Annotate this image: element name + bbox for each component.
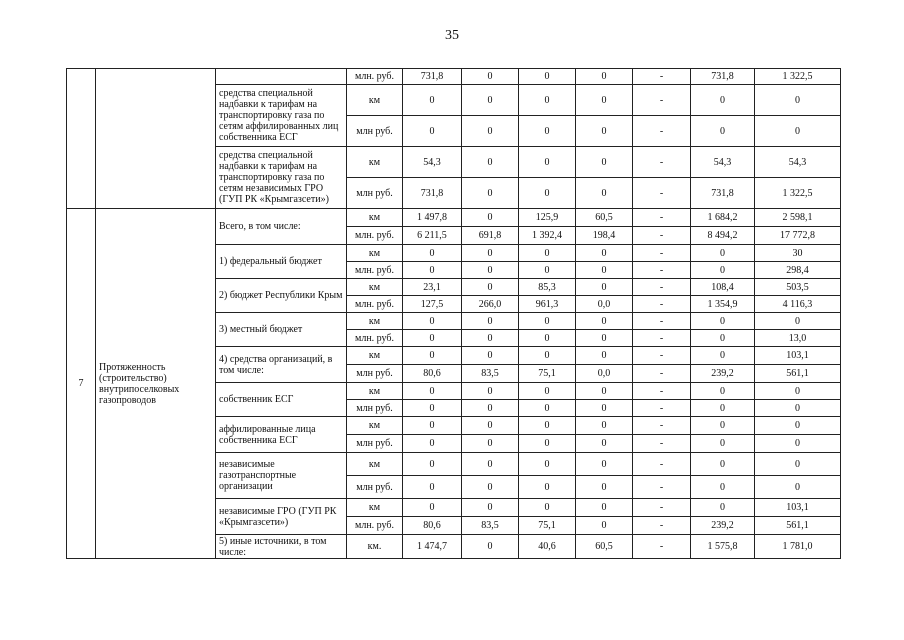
value-cell: 0 (403, 262, 462, 279)
value-cell: 4 116,3 (755, 296, 841, 313)
value-cell: - (633, 435, 691, 453)
value-cell: 0 (519, 400, 576, 417)
value-cell: 0 (462, 178, 519, 209)
prev-section-number-cell (67, 69, 96, 209)
value-cell: 54,3 (691, 147, 755, 178)
value-cell: 0 (755, 417, 841, 435)
value-cell: - (633, 262, 691, 279)
value-cell: 0 (519, 262, 576, 279)
value-cell: 0 (403, 85, 462, 116)
value-cell: 0 (403, 245, 462, 262)
value-cell: 0 (462, 435, 519, 453)
value-cell: 30 (755, 245, 841, 262)
value-cell: 0 (691, 330, 755, 347)
value-cell: 80,6 (403, 365, 462, 383)
value-cell: 125,9 (519, 209, 576, 227)
value-cell: 0 (519, 435, 576, 453)
value-cell: 0 (519, 147, 576, 178)
value-cell: 0 (462, 383, 519, 400)
value-cell: 54,3 (755, 147, 841, 178)
row-label: средства специальной надбавки к тарифам на транспортировку газа по сетям независимых ГРО (ГУП РК «Крымгазсети») (216, 147, 347, 209)
value-cell: - (633, 347, 691, 365)
value-cell: 83,5 (462, 365, 519, 383)
value-cell: 127,5 (403, 296, 462, 313)
value-cell: - (633, 85, 691, 116)
value-cell: 0 (519, 245, 576, 262)
section-title: Протяженность (строительство) внутрипоселковых газопроводов (96, 209, 216, 559)
value-cell: 0 (519, 453, 576, 476)
unit-cell: млн руб. (347, 365, 403, 383)
value-cell: - (633, 365, 691, 383)
value-cell: 0 (755, 435, 841, 453)
value-cell: 0 (755, 400, 841, 417)
value-cell: - (633, 279, 691, 296)
value-cell: 0 (403, 313, 462, 330)
value-cell: 0 (576, 279, 633, 296)
value-cell: 298,4 (755, 262, 841, 279)
value-cell: 0 (691, 400, 755, 417)
value-cell: - (633, 400, 691, 417)
value-cell: 0 (403, 330, 462, 347)
value-cell: 1 781,0 (755, 535, 841, 559)
value-cell: 961,3 (519, 296, 576, 313)
value-cell: - (633, 227, 691, 245)
value-cell: - (633, 517, 691, 535)
value-cell: 0 (691, 116, 755, 147)
value-cell: - (633, 453, 691, 476)
value-cell: 108,4 (691, 279, 755, 296)
data-table (66, 68, 841, 559)
value-cell: 0 (403, 383, 462, 400)
value-cell: - (633, 313, 691, 330)
value-cell: - (633, 178, 691, 209)
value-cell: 731,8 (403, 69, 462, 85)
value-cell: 0 (519, 330, 576, 347)
value-cell: 0 (755, 313, 841, 330)
value-cell: 0 (691, 383, 755, 400)
prev-section-title-cell (96, 69, 216, 209)
value-cell: 60,5 (576, 535, 633, 559)
value-cell: 0 (691, 453, 755, 476)
unit-cell: млн. руб. (347, 330, 403, 347)
value-cell: - (633, 147, 691, 178)
value-cell: 0 (576, 400, 633, 417)
value-cell: 731,8 (691, 178, 755, 209)
value-cell: 0 (462, 417, 519, 435)
unit-cell: км (347, 245, 403, 262)
unit-cell: км (347, 313, 403, 330)
value-cell: 0 (691, 262, 755, 279)
value-cell: 198,4 (576, 227, 633, 245)
value-cell: 239,2 (691, 517, 755, 535)
value-cell: 561,1 (755, 365, 841, 383)
value-cell: - (633, 383, 691, 400)
value-cell: 0 (462, 313, 519, 330)
value-cell: 23,1 (403, 279, 462, 296)
value-cell: 0 (462, 347, 519, 365)
value-cell: 0 (576, 313, 633, 330)
value-cell: 0 (691, 476, 755, 499)
value-cell: 54,3 (403, 147, 462, 178)
value-cell: 1 354,9 (691, 296, 755, 313)
value-cell: 0 (462, 209, 519, 227)
value-cell: 83,5 (462, 517, 519, 535)
value-cell: 239,2 (691, 365, 755, 383)
value-cell: 75,1 (519, 517, 576, 535)
value-cell: - (633, 499, 691, 517)
row-label: Всего, в том числе: (216, 209, 347, 245)
value-cell: 0 (462, 453, 519, 476)
value-cell: - (633, 245, 691, 262)
value-cell: 0 (403, 453, 462, 476)
value-cell: 1 684,2 (691, 209, 755, 227)
unit-cell: км (347, 383, 403, 400)
value-cell: 0,0 (576, 296, 633, 313)
unit-cell: млн руб. (347, 178, 403, 209)
value-cell: 8 494,2 (691, 227, 755, 245)
value-cell: 40,6 (519, 535, 576, 559)
value-cell: 13,0 (755, 330, 841, 347)
value-cell: 0 (519, 383, 576, 400)
row-label: 5) иные источники, в том числе: (216, 535, 347, 559)
value-cell: 0 (755, 85, 841, 116)
value-cell: 85,3 (519, 279, 576, 296)
value-cell: 0 (462, 262, 519, 279)
value-cell: - (633, 330, 691, 347)
value-cell: 0 (403, 116, 462, 147)
value-cell: 0 (576, 69, 633, 85)
unit-cell: км (347, 417, 403, 435)
unit-cell: млн руб. (347, 116, 403, 147)
value-cell: 0 (576, 499, 633, 517)
value-cell: 0 (576, 417, 633, 435)
value-cell: 0 (462, 116, 519, 147)
value-cell: 503,5 (755, 279, 841, 296)
value-cell: 0 (691, 245, 755, 262)
value-cell: 6 211,5 (403, 227, 462, 245)
unit-cell: км (347, 85, 403, 116)
value-cell: 561,1 (755, 517, 841, 535)
value-cell: 0 (576, 178, 633, 209)
value-cell: 0 (691, 313, 755, 330)
unit-cell: млн руб. (347, 400, 403, 417)
value-cell: 60,5 (576, 209, 633, 227)
value-cell: 0 (403, 435, 462, 453)
table-row (67, 209, 841, 227)
value-cell: 0 (519, 313, 576, 330)
value-cell: 0 (462, 245, 519, 262)
value-cell: 691,8 (462, 227, 519, 245)
value-cell: 0 (576, 517, 633, 535)
value-cell: 0 (691, 85, 755, 116)
row-label (216, 69, 347, 85)
value-cell: 0 (755, 383, 841, 400)
value-cell: 0 (403, 476, 462, 499)
table-row (67, 69, 841, 85)
row-label: аффилированные лица собственника ЕСГ (216, 417, 347, 453)
value-cell: 0 (462, 85, 519, 116)
value-cell: 75,1 (519, 365, 576, 383)
value-cell: - (633, 417, 691, 435)
value-cell: 0 (519, 417, 576, 435)
value-cell: 0 (403, 499, 462, 517)
value-cell: 0 (576, 147, 633, 178)
value-cell: - (633, 69, 691, 85)
unit-cell: км (347, 499, 403, 517)
value-cell: 731,8 (403, 178, 462, 209)
section-number: 7 (67, 209, 96, 559)
value-cell: - (633, 535, 691, 559)
value-cell: 0 (519, 69, 576, 85)
unit-cell: млн. руб. (347, 296, 403, 313)
row-label: 4) средства организаций, в том числе: (216, 347, 347, 383)
value-cell: 0 (576, 383, 633, 400)
value-cell: 0 (462, 330, 519, 347)
unit-cell: млн руб. (347, 435, 403, 453)
value-cell: 0 (755, 453, 841, 476)
value-cell: 0 (576, 116, 633, 147)
value-cell: 1 497,8 (403, 209, 462, 227)
unit-cell: км (347, 209, 403, 227)
value-cell: 80,6 (403, 517, 462, 535)
value-cell: 0 (462, 279, 519, 296)
unit-cell: км (347, 279, 403, 296)
value-cell: 0 (576, 85, 633, 116)
value-cell: 0 (519, 85, 576, 116)
row-label: независимые ГРО (ГУП РК «Крымгазсети») (216, 499, 347, 535)
unit-cell: км (347, 147, 403, 178)
value-cell: 0 (462, 476, 519, 499)
value-cell: 17 772,8 (755, 227, 841, 245)
value-cell: 103,1 (755, 499, 841, 517)
value-cell: 0 (691, 347, 755, 365)
value-cell: 0,0 (576, 365, 633, 383)
row-label: независимые газотранспортные организации (216, 453, 347, 499)
value-cell: 0 (576, 347, 633, 365)
value-cell: 0 (576, 245, 633, 262)
row-label: 3) местный бюджет (216, 313, 347, 347)
value-cell: 0 (691, 499, 755, 517)
unit-cell: млн. руб. (347, 69, 403, 85)
value-cell: 0 (462, 69, 519, 85)
row-label: 1) федеральный бюджет (216, 245, 347, 279)
value-cell: 0 (519, 347, 576, 365)
value-cell: 0 (462, 147, 519, 178)
value-cell: 1 322,5 (755, 178, 841, 209)
value-cell: 1 474,7 (403, 535, 462, 559)
value-cell: 1 392,4 (519, 227, 576, 245)
value-cell: 0 (755, 476, 841, 499)
value-cell: 0 (576, 330, 633, 347)
row-label: 2) бюджет Республики Крым (216, 279, 347, 313)
unit-cell: млн. руб. (347, 227, 403, 245)
value-cell: 0 (519, 178, 576, 209)
value-cell: 0 (403, 347, 462, 365)
value-cell: 266,0 (462, 296, 519, 313)
value-cell: 1 322,5 (755, 69, 841, 85)
value-cell: 731,8 (691, 69, 755, 85)
value-cell: 0 (403, 417, 462, 435)
unit-cell: км (347, 347, 403, 365)
value-cell: 2 598,1 (755, 209, 841, 227)
value-cell: 0 (519, 116, 576, 147)
row-label: собственник ЕСГ (216, 383, 347, 417)
value-cell: 0 (462, 400, 519, 417)
value-cell: - (633, 209, 691, 227)
value-cell: 0 (691, 435, 755, 453)
value-cell: 0 (403, 400, 462, 417)
value-cell: 1 575,8 (691, 535, 755, 559)
value-cell: 0 (462, 499, 519, 517)
value-cell: - (633, 296, 691, 313)
unit-cell: млн. руб. (347, 262, 403, 279)
value-cell: 103,1 (755, 347, 841, 365)
value-cell: 0 (576, 262, 633, 279)
row-label: средства специальной надбавки к тарифам на транспортировку газа по сетям аффилированных лиц собственника ЕСГ (216, 85, 347, 147)
value-cell: 0 (576, 453, 633, 476)
value-cell: 0 (755, 116, 841, 147)
unit-cell: км. (347, 535, 403, 559)
value-cell: 0 (519, 476, 576, 499)
value-cell: - (633, 116, 691, 147)
page-number: 35 (445, 28, 459, 43)
value-cell: 0 (576, 435, 633, 453)
value-cell: 0 (462, 535, 519, 559)
value-cell: 0 (691, 417, 755, 435)
value-cell: - (633, 476, 691, 499)
unit-cell: км (347, 453, 403, 476)
value-cell: 0 (519, 499, 576, 517)
unit-cell: млн. руб. (347, 517, 403, 535)
unit-cell: млн руб. (347, 476, 403, 499)
value-cell: 0 (576, 476, 633, 499)
